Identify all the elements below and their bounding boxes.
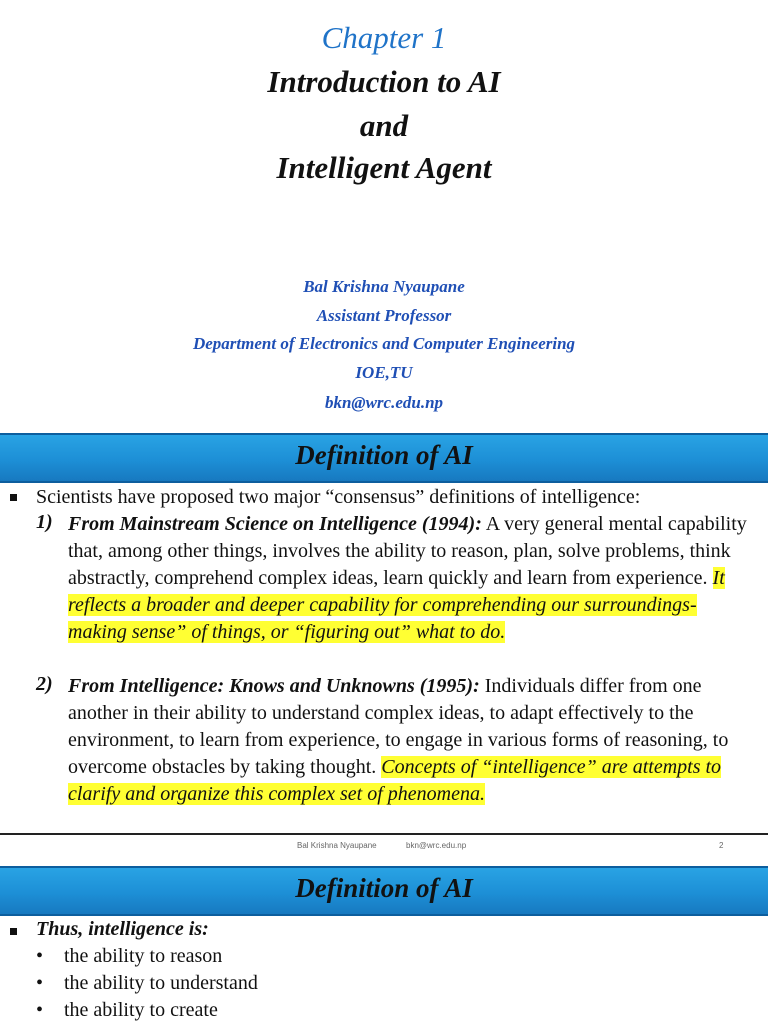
title-line-2: and bbox=[359, 108, 409, 143]
definition-item-1 bbox=[68, 511, 760, 646]
item-2-highlight: Concepts of “intelligence” are attempts to clarify and organize this complex set of phenomena. bbox=[68, 756, 722, 805]
list-item: the ability to understand bbox=[64, 972, 258, 994]
title-line-3: Intelligent Agent bbox=[276, 150, 492, 185]
page-number: 2 bbox=[719, 841, 724, 850]
author-department: Department of Electronics and Computer Engineering bbox=[192, 334, 576, 353]
square-bullet-icon bbox=[10, 494, 17, 501]
intro-text: Scientists have proposed two major “consensus” definitions of intelligence: bbox=[36, 486, 641, 508]
author-institute: IOE,TU bbox=[355, 363, 413, 382]
list-item: the ability to reason bbox=[64, 945, 223, 967]
slide-2-heading: Definition of AI bbox=[295, 440, 473, 470]
round-bullet-icon: • bbox=[36, 945, 44, 967]
item-2-text: Individuals differ from one another in their ability to understand complex ideas, to adapt effectively to the environment, to learn from experience, to engage in various forms of reasoning, to overcome obstacles by taking thought. bbox=[68, 675, 729, 778]
chapter-label: Chapter 1 bbox=[321, 20, 447, 55]
footer-divider bbox=[0, 833, 768, 835]
author-name: Bal Krishna Nyaupane bbox=[303, 277, 465, 296]
item-1-number: 1) bbox=[36, 511, 53, 533]
item-1-source: From Mainstream Science on Intelligence (1994): bbox=[68, 513, 482, 535]
item-2-source: From Intelligence: Knows and Unknowns (1995): bbox=[68, 675, 480, 697]
list-item: the ability to create bbox=[64, 999, 218, 1021]
footer-author: Bal Krishna Nyaupane bbox=[297, 841, 377, 850]
round-bullet-icon: • bbox=[36, 999, 44, 1021]
item-1-highlight: It reflects a broader and deeper capability for comprehending our surroundings- making sense” of things, or “figuring out” what to do. bbox=[68, 567, 725, 643]
item-2-number: 2) bbox=[36, 673, 53, 695]
definition-item-2 bbox=[68, 673, 760, 808]
title-line-1: Introduction to AI bbox=[267, 64, 501, 99]
round-bullet-icon: • bbox=[36, 972, 44, 994]
slide-3-lead: Thus, intelligence is: bbox=[36, 918, 209, 940]
slide-3-heading: Definition of AI bbox=[295, 873, 473, 903]
author-email: bkn@wrc.edu.np bbox=[324, 393, 444, 412]
footer-email: bkn@wrc.edu.np bbox=[406, 841, 467, 850]
item-1-text: A very general mental capability that, among other things, involves the ability to reason, plan, solve problems, think abstractly, comprehend complex ideas, learn quickly and learn from experience. bbox=[68, 513, 747, 589]
author-position: Assistant Professor bbox=[316, 306, 452, 325]
square-bullet-icon bbox=[10, 928, 17, 935]
